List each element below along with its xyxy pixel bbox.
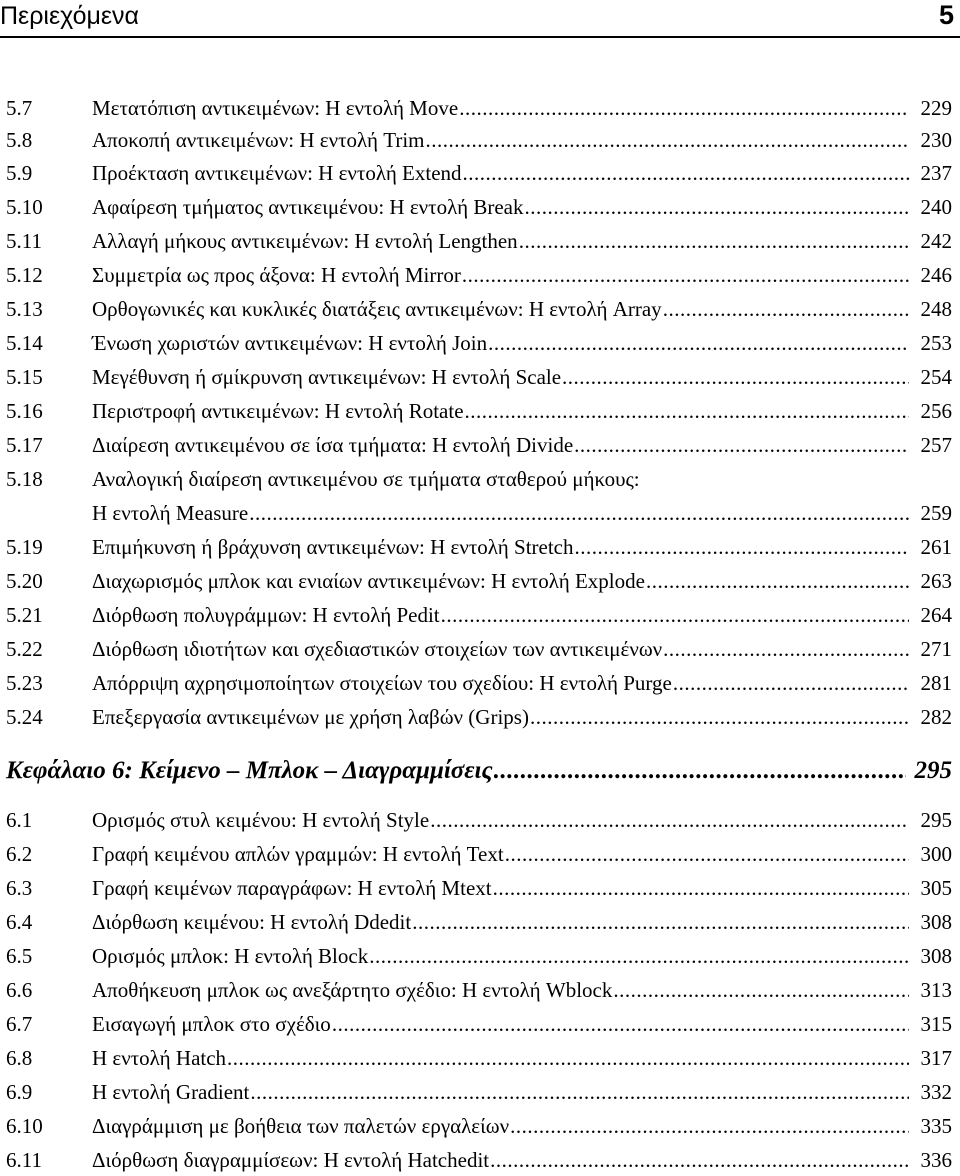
toc-entry-page: 295 (920, 808, 952, 832)
toc-entry-page: 257 (920, 433, 952, 457)
toc-entry-number: 5.18 (6, 467, 43, 491)
toc-entry-page: 237 (920, 161, 952, 185)
toc-entry-title: Αναλογική διαίρεση αντικειμένου σε τμήματα σταθερού μήκους: (92, 467, 640, 491)
dot-leader (493, 876, 909, 901)
toc-entry-page: 300 (920, 842, 952, 866)
toc-entry-title: Εισαγωγή μπλοκ στο σχέδιο (92, 1012, 331, 1036)
toc-entry-number: 5.9 (6, 161, 33, 185)
toc-entry (6, 297, 952, 322)
dot-leader (530, 705, 909, 730)
toc-entry-page: 308 (920, 944, 952, 968)
toc-entry-title: Αποθήκευση μπλοκ ως ανεξάρτητο σχέδιο: Η εντολή Wblock (92, 978, 613, 1002)
dot-leader (250, 1080, 909, 1105)
toc-entry (6, 842, 952, 867)
toc-entry (6, 229, 952, 254)
dot-leader (425, 128, 909, 153)
toc-entry-number: 5.10 (6, 195, 43, 219)
toc-entry-page: 282 (920, 705, 952, 729)
toc-entry-page: 240 (920, 195, 952, 219)
header-title: Περιεχόμενα (0, 2, 139, 30)
chapter-title: Κεφάλαιο 6: Κείμενο – Μπλοκ – Διαγραμμίσεις (6, 757, 493, 784)
dot-leader (441, 603, 909, 628)
toc-entry-title: Ορισμός στυλ κειμένου: Η εντολή Style (92, 808, 430, 832)
toc-entry-number: 6.9 (6, 1080, 33, 1104)
toc-entry (6, 195, 952, 220)
toc-entry-title: Περιστροφή αντικειμένων: Η εντολή Rotate (92, 399, 464, 423)
toc-entry (6, 128, 952, 153)
toc-entry (6, 978, 952, 1003)
toc-entry-title: Μετατόπιση αντικειμένων: Η εντολή Move (92, 96, 459, 120)
toc-entry-title: Αποκοπή αντικειμένων: Η εντολή Trim (92, 128, 425, 152)
dot-leader (646, 569, 909, 594)
toc-entry-number: 5.19 (6, 535, 43, 559)
toc-entry-number: 5.21 (6, 603, 43, 627)
toc-entry-number: 6.2 (6, 842, 33, 866)
toc-entry-title: Αλλαγή μήκους αντικειμένων: Η εντολή Lengthen (92, 229, 518, 253)
toc-entry-page: 315 (920, 1012, 952, 1036)
toc-entry-page: 256 (920, 399, 952, 423)
toc-entry (6, 944, 952, 969)
dot-leader (332, 1012, 909, 1037)
toc-entry-title: Ένωση χωριστών αντικειμένων: Η εντολή Join (92, 331, 488, 355)
dot-leader (562, 365, 909, 390)
chapter-heading (6, 757, 952, 785)
dot-leader (613, 978, 909, 1003)
toc-entry (6, 1046, 952, 1071)
toc-entry-number: 5.7 (6, 96, 33, 120)
toc-entry-page: 259 (920, 501, 952, 525)
toc-entry-page: 308 (920, 910, 952, 934)
toc-entry-number: 5.23 (6, 671, 43, 695)
toc-entry-title: Η εντολή Hatch (92, 1046, 227, 1070)
toc-entry-page: 305 (920, 876, 952, 900)
toc-entry-number: 6.5 (6, 944, 33, 968)
toc-entry-page: 248 (920, 297, 952, 321)
toc-entry-page: 229 (920, 96, 952, 120)
toc-entry-title: Προέκταση αντικειμένων: Η εντολή Extend (92, 161, 462, 185)
toc-entry-title: Επιμήκυνση ή βράχυνση αντικειμένων: Η εντολή Stretch (92, 535, 574, 559)
dot-leader (430, 808, 909, 833)
chapter-page: 295 (914, 757, 952, 784)
toc-entry-number: 5.12 (6, 263, 43, 287)
toc-entry-number: 6.3 (6, 876, 33, 900)
toc-entry-title: Διόρθωση πολυγράμμων: Η εντολή Pedit (92, 603, 440, 627)
toc-entry (6, 331, 952, 356)
toc-entry-page: 263 (920, 569, 952, 593)
dot-leader (462, 263, 909, 288)
toc-entry (6, 637, 952, 662)
dot-leader (505, 842, 909, 867)
toc-entry-page: 335 (920, 1114, 952, 1138)
toc-entry-title-continued: Η εντολή Measure (92, 501, 249, 525)
toc-entry (6, 1012, 952, 1037)
toc-entry-number: 6.8 (6, 1046, 33, 1070)
toc-entry-number: 5.11 (6, 229, 42, 253)
toc-entry-title: Διόρθωση ιδιοτήτων και σχεδιαστικών στοιχείων των αντικειμένων (92, 637, 663, 661)
dot-leader (663, 297, 909, 322)
toc-entry-title: Γραφή κειμένου απλών γραμμών: Η εντολή Text (92, 842, 504, 866)
dot-leader (490, 1148, 909, 1173)
toc-entry-number: 6.6 (6, 978, 33, 1002)
dot-leader (465, 399, 909, 424)
toc-entry-page: 317 (920, 1046, 952, 1070)
dot-leader (663, 637, 909, 662)
dot-leader (369, 944, 909, 969)
dot-leader (249, 501, 909, 526)
toc-entry-number: 6.1 (6, 808, 33, 832)
toc-entry-title: Γραφή κειμένων παραγράφων: Η εντολή Mtext (92, 876, 492, 900)
toc-entry-number: 6.10 (6, 1114, 43, 1138)
toc-entry-title: Ορισμός μπλοκ: Η εντολή Block (92, 944, 369, 968)
toc-entry-page: 271 (920, 637, 952, 661)
toc-entry (6, 96, 952, 121)
toc-entry-title: Διαγράμμιση με βοήθεια των παλετών εργαλείων (92, 1114, 510, 1138)
toc-entry-number: 6.7 (6, 1012, 33, 1036)
toc-entry-title: Απόρριψη αχρησιμοποίητων στοιχείων του σχεδίου: Η εντολή Purge (92, 671, 672, 695)
header-page-number: 5 (938, 0, 954, 30)
dot-leader (510, 1114, 909, 1139)
toc-entry-title: Διόρθωση κειμένου: Η εντολή Ddedit (92, 910, 412, 934)
toc-entry-title: Διαίρεση αντικειμένου σε ίσα τμήματα: Η εντολή Divide (92, 433, 574, 457)
toc-entry-number: 5.14 (6, 331, 43, 355)
toc-entry (6, 365, 952, 390)
toc-entry-number: 5.13 (6, 297, 43, 321)
toc-entry-number: 6.11 (6, 1148, 42, 1172)
toc-entry (6, 910, 952, 935)
toc-entry (6, 1080, 952, 1105)
toc-entry-page: 332 (920, 1080, 952, 1104)
toc-entry-page: 246 (920, 263, 952, 287)
toc-entry-title: Επεξεργασία αντικειμένων με χρήση λαβών (Grips) (92, 705, 529, 729)
toc-entry-number: 5.20 (6, 569, 43, 593)
toc-entry-number: 5.15 (6, 365, 43, 389)
toc-entry (6, 705, 952, 730)
dot-leader (463, 161, 909, 186)
toc-entry-title: Διαχωρισμός μπλοκ και ενιαίων αντικειμένων: Η εντολή Explode (92, 569, 645, 593)
toc-entry-number: 5.22 (6, 637, 43, 661)
toc-entry-page: 264 (920, 603, 952, 627)
dot-leader (412, 910, 909, 935)
toc-entry (6, 263, 952, 288)
dot-leader (673, 671, 909, 696)
toc-entry-page: 261 (920, 535, 952, 559)
dot-leader (519, 229, 909, 254)
toc-entry-page: 254 (920, 365, 952, 389)
toc-entry-page: 336 (920, 1148, 952, 1172)
dot-leader (575, 535, 909, 560)
toc-entry (6, 161, 952, 186)
toc-entry-number: 6.4 (6, 910, 33, 934)
toc-entry-title: Μεγέθυνση ή σμίκρυνση αντικειμένων: Η εντολή Scale (92, 365, 562, 389)
dot-leader (459, 96, 909, 121)
dot-leader (227, 1046, 909, 1071)
dot-leader (488, 331, 909, 356)
toc-entry (6, 1114, 952, 1139)
toc-entry-number: 5.17 (6, 433, 43, 457)
toc-entry-page: 253 (920, 331, 952, 355)
toc-entry-title: Διόρθωση διαγραμμίσεων: Η εντολή Hatchedit (92, 1148, 490, 1172)
toc-entry (6, 1148, 952, 1173)
toc-entry (6, 569, 952, 594)
dot-leader (574, 433, 909, 458)
toc-entry-page: 281 (920, 671, 952, 695)
toc-entry-page: 242 (920, 229, 952, 253)
dot-leader (494, 757, 906, 785)
toc-entry (6, 399, 952, 424)
toc-entry (6, 671, 952, 696)
toc-entry-title: Συμμετρία ως προς άξονα: Η εντολή Mirror (92, 263, 461, 287)
toc-entry (6, 808, 952, 833)
toc-entry (6, 467, 952, 492)
toc-entry-title: Η εντολή Gradient (92, 1080, 250, 1104)
toc-entry-number: 5.8 (6, 128, 33, 152)
dot-leader (524, 195, 909, 220)
toc-entry (6, 501, 952, 526)
toc-entry-title: Ορθογωνικές και κυκλικές διατάξεις αντικειμένων: Η εντολή Array (92, 297, 662, 321)
toc-entry-page: 313 (920, 978, 952, 1002)
toc-entry-number: 5.16 (6, 399, 43, 423)
toc-entry (6, 603, 952, 628)
toc-entry-number: 5.24 (6, 705, 43, 729)
toc-entry-title: Αφαίρεση τμήματος αντικειμένου: Η εντολή Break (92, 195, 524, 219)
toc-entry-page: 230 (920, 128, 952, 152)
toc-entry (6, 876, 952, 901)
toc-entry (6, 535, 952, 560)
toc-entry (6, 433, 952, 458)
